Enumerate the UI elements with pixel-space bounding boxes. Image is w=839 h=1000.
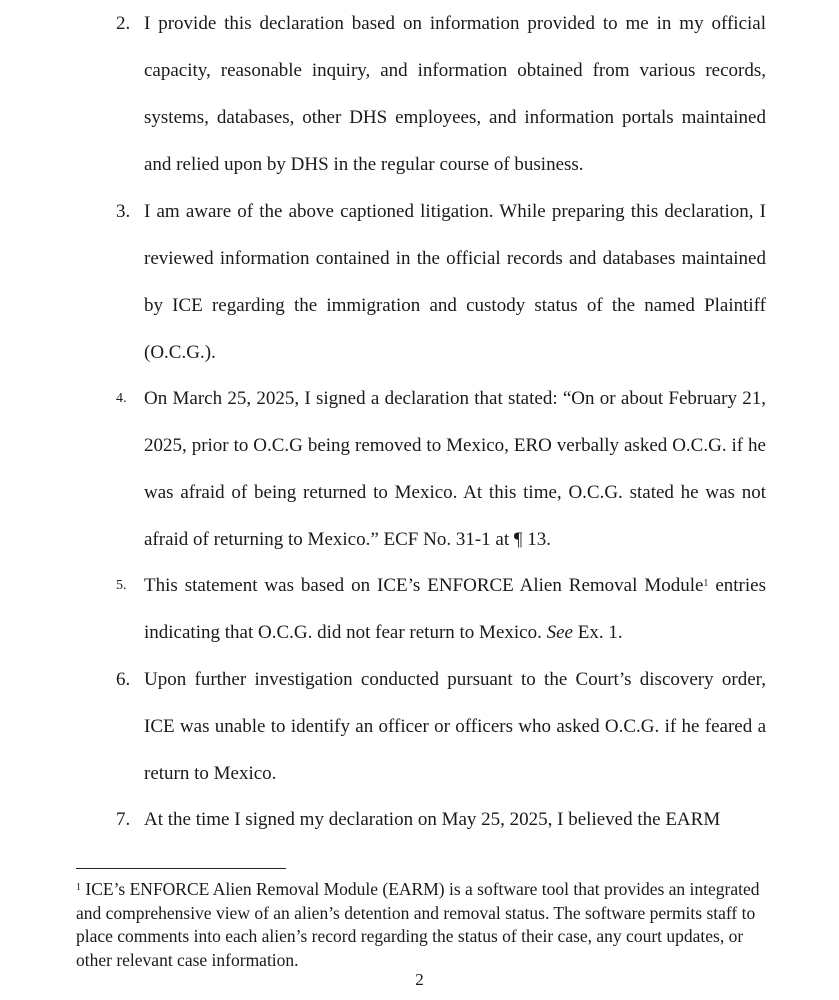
footnote-marker: 1 <box>76 882 81 893</box>
footnote-text: ICE’s ENFORCE Alien Removal Module (EARM) is a software tool that provides an integrated and comprehensive view of an alien’s detention and removal status. The software permits staff to place comments into each alien’s record regarding the status of their case, any court updates, or other relevant case information. <box>76 879 760 970</box>
paragraph-text: At the time I signed my declaration on May 25, 2025, I believed the EARM <box>144 809 721 830</box>
paragraph-4 <box>116 375 766 563</box>
paragraph-text-part: This statement was based on ICE’s ENFORCE Alien Removal Module <box>144 575 704 596</box>
paragraph-text: I provide this declaration based on information provided to me in my official capacity, reasonable inquiry, and information obtained from various records, systems, databases, other DHS employees, and information portals maintained and relied upon by DHS in the regular course of business. <box>144 13 766 175</box>
page-number: 2 <box>415 970 424 989</box>
paragraph-number: 2. <box>116 13 131 34</box>
paragraph-number: 4. <box>116 391 127 406</box>
footnote-reference[interactable]: 1 <box>703 578 709 589</box>
paragraph-5 <box>116 562 766 656</box>
paragraph-7 <box>116 796 766 843</box>
paragraph-number: 6. <box>116 669 131 690</box>
paragraph-2 <box>116 0 766 188</box>
paragraph-text: On March 25, 2025, I signed a declaration that stated: “On or about February 21, 2025, prior to O.C.G being removed to Mexico, ERO verbally asked O.C.G. if he was afraid of being returned to Mexico. At this time, O.C.G. stated he was not afraid of returning to Mexico.” ECF No. 31-1 at ¶ 13. <box>144 388 766 550</box>
paragraph-text-part: entries indicating that O.C.G. did not fear return to Mexico. <box>144 575 766 643</box>
paragraph-text <box>144 562 766 656</box>
paragraph-3 <box>116 188 766 376</box>
paragraph-number: 3. <box>116 201 131 222</box>
paragraph-text-part: Ex. 1. <box>572 622 623 643</box>
paragraph-number: 5. <box>116 578 127 593</box>
footnote-divider <box>76 868 286 869</box>
paragraph-text: I am aware of the above captioned litigation. While preparing this declaration, I reviewed information contained in the official records and databases maintained by ICE regarding the immigration and custody status of the named Plaintiff (O.C.G.). <box>144 201 766 363</box>
paragraph-text: Upon further investigation conducted pursuant to the Court’s discovery order, ICE was unable to identify an officer or officers who asked O.C.G. if he feared a return to Mexico. <box>144 669 766 784</box>
paragraph-6 <box>116 656 766 797</box>
paragraph-number: 7. <box>116 809 131 830</box>
footnote-1 <box>76 878 782 972</box>
citation-signal: See <box>546 622 573 643</box>
